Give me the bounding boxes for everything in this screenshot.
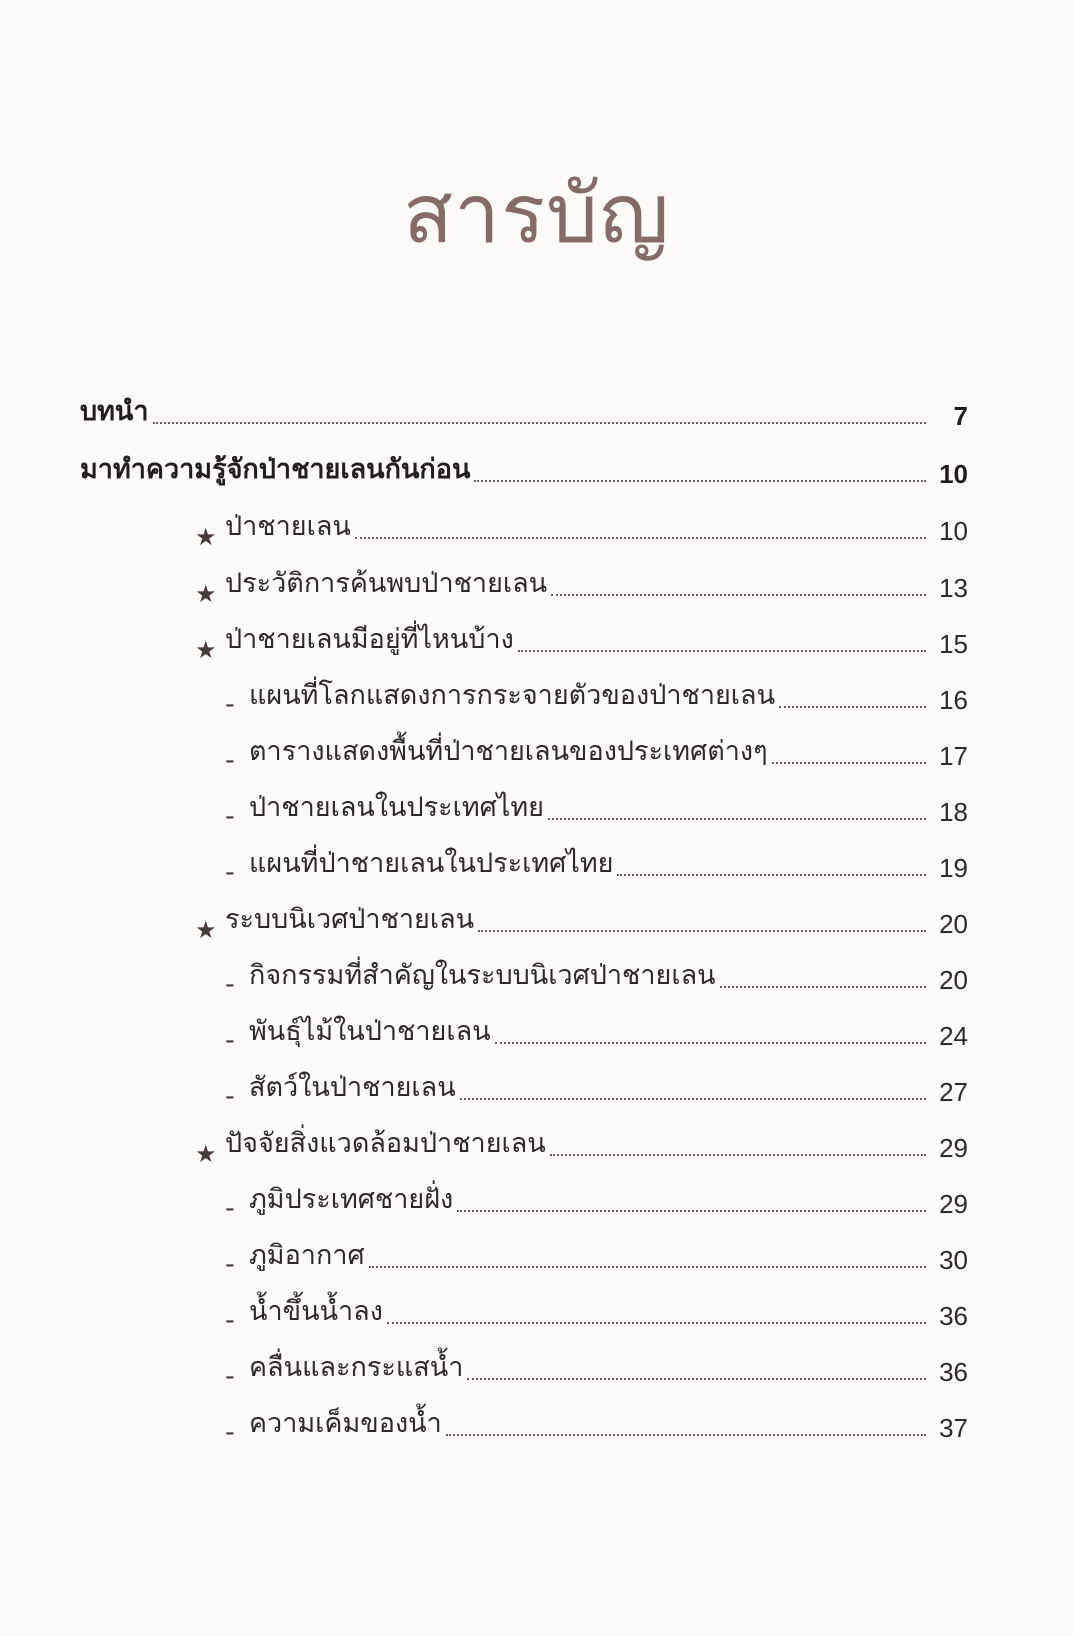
toc-entry-page: 16 [939,685,968,715]
toc-entry[interactable] [225,1066,968,1112]
dash-bullet: - [225,1417,235,1448]
toc-entry[interactable] [225,954,968,1000]
dot-leader [518,650,926,652]
star-bullet-icon: ★ [195,636,217,664]
toc-entry-page: 20 [939,909,968,939]
toc-entry[interactable] [80,390,968,436]
dot-leader [457,1210,926,1212]
toc-entry[interactable] [225,674,968,720]
dot-leader [460,1098,926,1100]
dash-bullet: - [225,801,235,832]
toc-entry-label: มาทำความรู้จักป่าชายเลนกันก่อน [80,454,471,485]
toc-entry-label: ป่าชายเลนในประเทศไทย [249,792,544,823]
toc-entry[interactable] [195,618,968,664]
toc-entry[interactable] [195,1122,968,1168]
toc-entry-page: 27 [939,1077,968,1107]
toc-entry[interactable] [195,898,968,944]
dot-leader [355,537,926,539]
toc-entry-page: 36 [939,1301,968,1331]
dot-leader [474,480,926,482]
toc-entry-page: 36 [939,1357,968,1387]
toc-entry[interactable] [195,505,968,551]
toc-entry-page: 19 [939,853,968,883]
dot-leader [387,1322,926,1324]
dash-bullet: - [225,1305,235,1336]
toc-entry-page: 15 [939,629,968,659]
toc-entry-label: ระบบนิเวศป่าชายเลน [225,904,475,935]
toc-entry[interactable] [225,1346,968,1392]
toc-entry-label: แผนที่ป่าชายเลนในประเทศไทย [249,848,614,879]
toc-entry-label: แผนที่โลกแสดงการกระจายตัวของป่าชายเลน [249,680,776,711]
dot-leader [548,818,926,820]
toc-entry-label: ป่าชายเลนมีอยู่ที่ไหนบ้าง [225,624,514,655]
toc-entry-label: ภูมิอากาศ [249,1240,365,1271]
dash-bullet: - [225,1361,235,1392]
dot-leader [446,1434,926,1436]
toc-entry-label: ความเค็มของน้ำ [249,1408,442,1439]
dash-bullet: - [225,1081,235,1112]
toc-entry-page: 10 [939,516,968,546]
dash-bullet: - [225,1249,235,1280]
toc-entry-page: 20 [939,965,968,995]
toc-entry-label: ประวัติการค้นพบป่าชายเลน [225,568,548,599]
toc-entry[interactable] [225,1010,968,1056]
dot-leader [779,706,926,708]
star-bullet-icon: ★ [195,1140,217,1168]
toc-entry[interactable] [225,1178,968,1224]
dot-leader [617,874,926,876]
toc-entry-page: 17 [939,741,968,771]
toc-entry-label: พันธุ์ไม้ในป่าชายเลน [249,1016,491,1047]
toc-entry[interactable] [225,1234,968,1280]
dash-bullet: - [225,1193,235,1224]
toc-entry-page: 24 [939,1021,968,1051]
toc-entry[interactable] [80,448,968,494]
dash-bullet: - [225,969,235,1000]
page-title: สารบัญ [402,167,671,262]
toc-entry[interactable] [225,786,968,832]
toc-entry-label: ตารางแสดงพื้นที่ป่าชายเลนของประเทศต่างๆ [249,736,768,767]
toc-entry-label: ป่าชายเลน [225,511,351,542]
star-bullet-icon: ★ [195,523,217,551]
dash-bullet: - [225,689,235,720]
toc-entry-page: 18 [939,797,968,827]
dot-leader [550,1154,926,1156]
dot-leader [772,762,926,764]
dash-bullet: - [225,857,235,888]
toc-entry-page: 37 [939,1413,968,1443]
toc-entry-page: 29 [939,1133,968,1163]
dash-bullet: - [225,1025,235,1056]
toc-entry[interactable] [225,842,968,888]
dot-leader [478,930,926,932]
toc-entry-label: คลื่นและกระแสน้ำ [249,1352,464,1383]
star-bullet-icon: ★ [195,580,217,608]
dot-leader [467,1378,926,1380]
toc-entry-label: น้ำขึ้นน้ำลง [249,1296,383,1327]
dot-leader [551,594,926,596]
dot-leader [369,1266,926,1268]
toc-entry-label: สัตว์ในป่าชายเลน [249,1072,456,1103]
dot-leader [720,986,926,988]
toc-entry[interactable] [225,1402,968,1448]
dash-bullet: - [225,745,235,776]
toc-entry-page: 13 [939,573,968,603]
toc-entry-page: 7 [953,401,968,431]
dot-leader [495,1042,926,1044]
toc-entry[interactable] [195,562,968,608]
toc-entry-label: ภูมิประเทศชายฝั่ง [249,1184,454,1215]
toc-entry-page: 10 [939,459,968,489]
toc-entry-page: 29 [939,1189,968,1219]
toc-entry-label: กิจกรรมที่สำคัญในระบบนิเวศป่าชายเลน [249,960,716,991]
toc-entry-label: ปัจจัยสิ่งแวดล้อมป่าชายเลน [225,1128,546,1159]
toc-entry[interactable] [225,730,968,776]
toc-entry-label: บทนำ [80,396,149,427]
star-bullet-icon: ★ [195,916,217,944]
toc-entry-page: 30 [939,1245,968,1275]
dot-leader [153,422,926,424]
toc-entry[interactable] [225,1290,968,1336]
